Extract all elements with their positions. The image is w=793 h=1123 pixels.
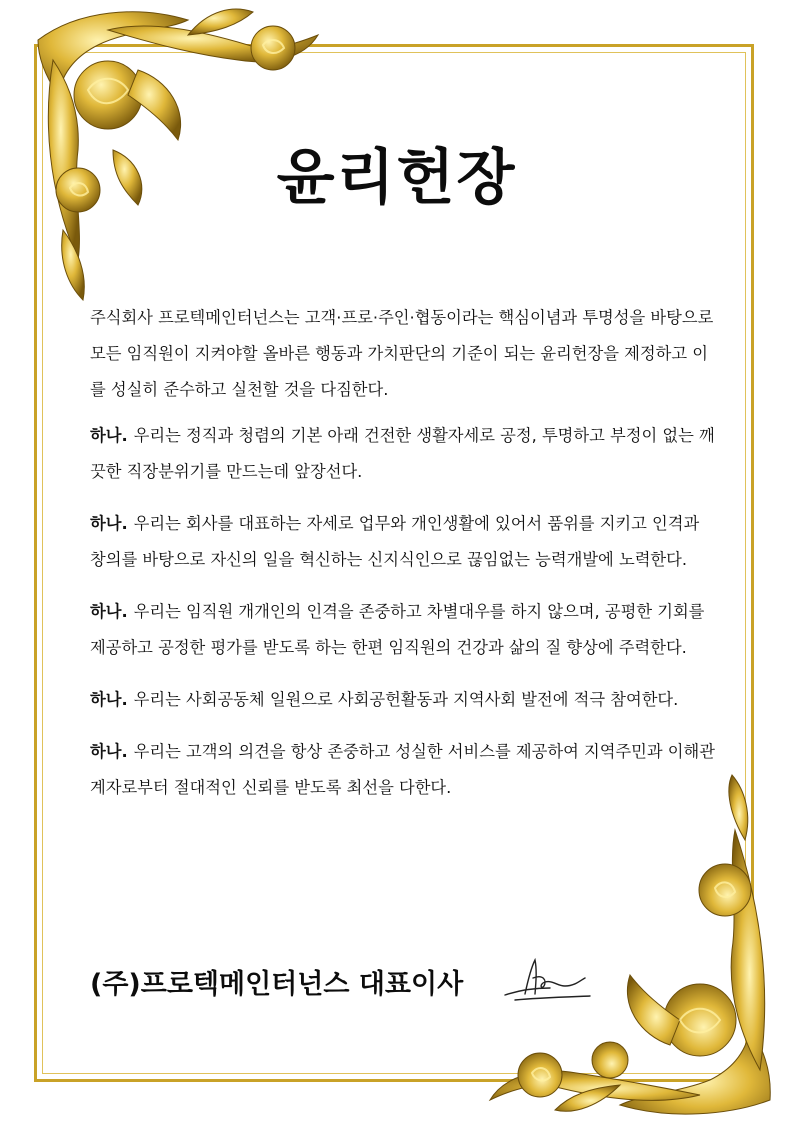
charter-item bbox=[90, 682, 720, 718]
charter-item bbox=[90, 594, 720, 666]
item-text: 우리는 고객의 의견을 항상 존중하고 성실한 서비스를 제공하여 지역주민과 이해관계자로부터 절대적인 신뢰를 받도록 최선을 다한다. bbox=[90, 742, 715, 797]
item-prefix: 하나. bbox=[90, 742, 128, 761]
item-text: 우리는 사회공동체 일원으로 사회공헌활동과 지역사회 발전에 적극 참여한다. bbox=[133, 690, 679, 709]
item-text: 우리는 정직과 청렴의 기본 아래 건전한 생활자세로 공정, 투명하고 부정이 없는 깨끗한 직장분위기를 만드는데 앞장선다. bbox=[90, 426, 715, 481]
intro-paragraph: 주식회사 프로텍메인터넌스는 고객·프로·주인·협동이라는 핵심이념과 투명성을 바탕으로 모든 임직원이 지켜야할 올바른 행동과 가치판단의 기준이 되는 윤리헌장을 제정하고 이를 성실히 준수하고 실천할 것을 다짐한다. bbox=[90, 308, 714, 399]
charter-item bbox=[90, 734, 720, 806]
charter-item bbox=[90, 506, 720, 578]
document-body bbox=[90, 300, 720, 822]
signatory-label: (주)프로텍메인터넌스 대표이사 bbox=[90, 969, 464, 1000]
item-prefix: 하나. bbox=[90, 602, 128, 621]
item-prefix: 하나. bbox=[90, 426, 128, 445]
item-text: 우리는 임직원 개개인의 인격을 존중하고 차별대우를 하지 않으며, 공평한 기회를 제공하고 공정한 평가를 받도록 하는 한편 임직원의 건강과 삶의 질 향상에 주력한다. bbox=[90, 602, 705, 657]
charter-item bbox=[90, 418, 720, 490]
item-prefix: 하나. bbox=[90, 514, 128, 533]
item-prefix: 하나. bbox=[90, 690, 128, 709]
document-title: 윤리헌장 bbox=[276, 143, 517, 213]
handwritten-signature bbox=[495, 950, 595, 1010]
item-text: 우리는 회사를 대표하는 자세로 업무와 개인생활에 있어서 품위를 지키고 인격과 창의를 바탕으로 자신의 일을 혁신하는 신지식인으로 끊임없는 능력개발에 노력한다. bbox=[90, 514, 700, 569]
